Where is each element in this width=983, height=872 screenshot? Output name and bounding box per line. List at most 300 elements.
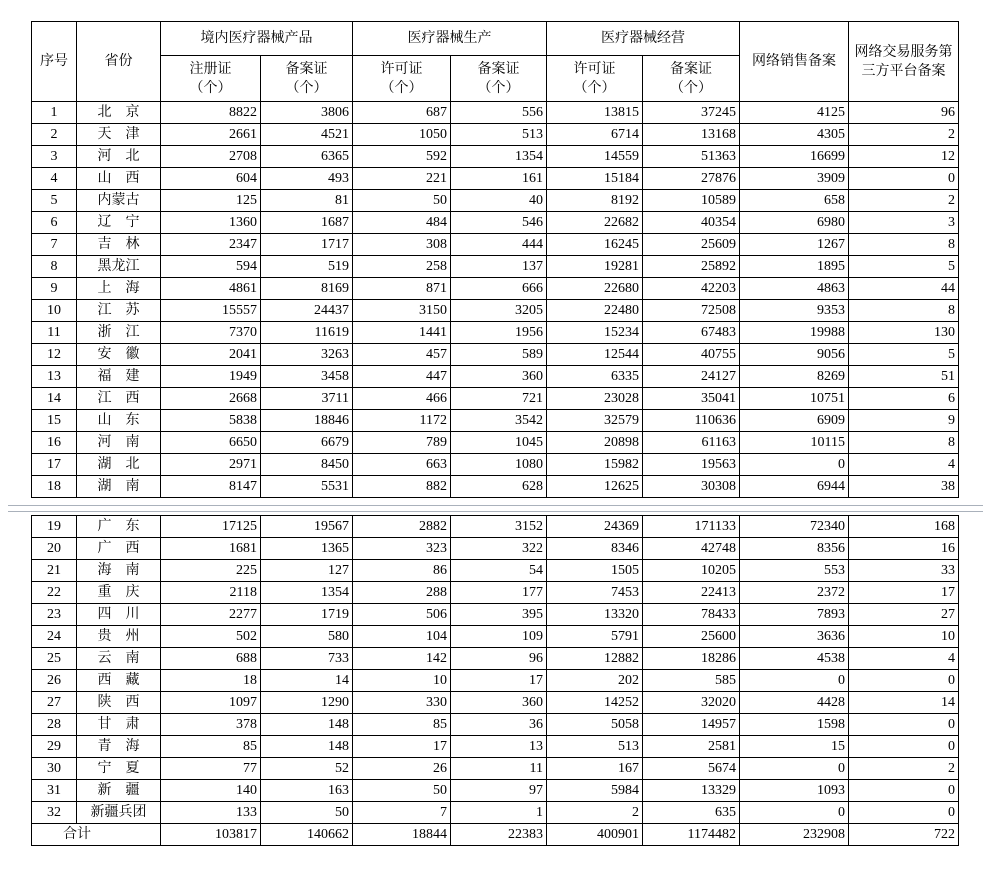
table-row (32, 560, 959, 582)
row-value: 1080 (451, 454, 547, 476)
row-value: 9056 (740, 344, 849, 366)
row-value: 36 (451, 714, 547, 736)
row-value: 161 (451, 168, 547, 190)
row-value: 25600 (643, 626, 740, 648)
header-product-registration: 注册证（个） (161, 56, 261, 102)
row-value: 3263 (261, 344, 353, 366)
table-row (32, 344, 959, 366)
row-province: 湖 北 (77, 454, 161, 476)
header-business-license: 许可证（个） (547, 56, 643, 102)
row-value: 2 (547, 802, 643, 824)
header-business-filing: 备案证（个） (643, 56, 740, 102)
row-value: 1354 (451, 146, 547, 168)
row-value: 628 (451, 476, 547, 498)
data-table-part1 (31, 21, 959, 498)
row-value: 0 (849, 168, 959, 190)
table-row (32, 476, 959, 498)
row-seq: 31 (32, 780, 77, 802)
row-seq: 22 (32, 582, 77, 604)
row-province: 湖 南 (77, 476, 161, 498)
row-value: 3542 (451, 410, 547, 432)
row-value: 171133 (643, 516, 740, 538)
table-row (32, 190, 959, 212)
row-value: 77 (161, 758, 261, 780)
row-value: 2708 (161, 146, 261, 168)
row-seq: 5 (32, 190, 77, 212)
row-value: 5838 (161, 410, 261, 432)
row-value: 140 (161, 780, 261, 802)
row-value: 7370 (161, 322, 261, 344)
row-value: 8192 (547, 190, 643, 212)
total-value: 1174482 (643, 824, 740, 846)
row-value: 17125 (161, 516, 261, 538)
header-business: 医疗器械经营 (547, 22, 740, 56)
row-province: 新疆兵团 (77, 802, 161, 824)
row-province: 江 苏 (77, 300, 161, 322)
row-value: 0 (740, 454, 849, 476)
row-value: 4863 (740, 278, 849, 300)
row-seq: 8 (32, 256, 77, 278)
header-production-filing: 备案证（个） (451, 56, 547, 102)
header-province: 省份 (77, 22, 161, 102)
row-seq: 16 (32, 432, 77, 454)
row-value: 96 (849, 102, 959, 124)
row-province: 青 海 (77, 736, 161, 758)
row-value: 19988 (740, 322, 849, 344)
row-seq: 7 (32, 234, 77, 256)
row-value: 457 (353, 344, 451, 366)
row-value: 2041 (161, 344, 261, 366)
row-value: 125 (161, 190, 261, 212)
row-value: 27876 (643, 168, 740, 190)
row-value: 81 (261, 190, 353, 212)
row-value: 4538 (740, 648, 849, 670)
row-value: 3909 (740, 168, 849, 190)
row-value: 8169 (261, 278, 353, 300)
table-row (32, 278, 959, 300)
row-value: 33 (849, 560, 959, 582)
row-value: 0 (849, 714, 959, 736)
total-value: 232908 (740, 824, 849, 846)
row-value: 130 (849, 322, 959, 344)
header-domestic-products: 境内医疗器械产品 (161, 22, 353, 56)
row-province: 北 京 (77, 102, 161, 124)
row-value: 322 (451, 538, 547, 560)
row-value: 4428 (740, 692, 849, 714)
row-value: 3636 (740, 626, 849, 648)
row-value: 2882 (353, 516, 451, 538)
row-province: 浙 江 (77, 322, 161, 344)
page-break-separator (8, 505, 983, 512)
row-value: 50 (353, 190, 451, 212)
row-value: 0 (849, 736, 959, 758)
row-value: 2661 (161, 124, 261, 146)
row-province: 甘 肃 (77, 714, 161, 736)
row-value: 1172 (353, 410, 451, 432)
table-row (32, 124, 959, 146)
row-seq: 3 (32, 146, 77, 168)
row-value: 78433 (643, 604, 740, 626)
table-row (32, 300, 959, 322)
row-value: 61163 (643, 432, 740, 454)
row-value: 15184 (547, 168, 643, 190)
table-row (32, 234, 959, 256)
row-value: 1949 (161, 366, 261, 388)
row-province: 广 西 (77, 538, 161, 560)
row-value: 168 (849, 516, 959, 538)
row-value: 0 (740, 670, 849, 692)
header-product-filing: 备案证（个） (261, 56, 353, 102)
row-value: 42203 (643, 278, 740, 300)
row-value: 3 (849, 212, 959, 234)
row-value: 5 (849, 256, 959, 278)
row-value: 1895 (740, 256, 849, 278)
row-value: 1093 (740, 780, 849, 802)
row-value: 493 (261, 168, 353, 190)
table-row (32, 538, 959, 560)
header-production: 医疗器械生产 (353, 22, 547, 56)
row-seq: 20 (32, 538, 77, 560)
row-value: 663 (353, 454, 451, 476)
row-seq: 13 (32, 366, 77, 388)
row-value: 1267 (740, 234, 849, 256)
row-value: 2668 (161, 388, 261, 410)
total-value: 400901 (547, 824, 643, 846)
row-value: 8 (849, 432, 959, 454)
row-value: 8 (849, 234, 959, 256)
row-value: 110636 (643, 410, 740, 432)
row-value: 6650 (161, 432, 261, 454)
row-value: 19281 (547, 256, 643, 278)
row-province: 天 津 (77, 124, 161, 146)
row-value: 50 (261, 802, 353, 824)
row-value: 14 (849, 692, 959, 714)
row-province: 西 藏 (77, 670, 161, 692)
row-value: 5984 (547, 780, 643, 802)
row-value: 2372 (740, 582, 849, 604)
row-seq: 21 (32, 560, 77, 582)
row-province: 新 疆 (77, 780, 161, 802)
row-value: 395 (451, 604, 547, 626)
row-seq: 18 (32, 476, 77, 498)
row-province: 广 东 (77, 516, 161, 538)
row-value: 5 (849, 344, 959, 366)
row-seq: 15 (32, 410, 77, 432)
row-value: 14957 (643, 714, 740, 736)
row-seq: 14 (32, 388, 77, 410)
row-value: 1050 (353, 124, 451, 146)
row-value: 24437 (261, 300, 353, 322)
row-value: 2347 (161, 234, 261, 256)
row-value: 13320 (547, 604, 643, 626)
row-value: 580 (261, 626, 353, 648)
row-value: 10 (849, 626, 959, 648)
row-value: 12 (849, 146, 959, 168)
row-province: 山 西 (77, 168, 161, 190)
row-value: 32579 (547, 410, 643, 432)
row-value: 40755 (643, 344, 740, 366)
row-value: 882 (353, 476, 451, 498)
row-value: 163 (261, 780, 353, 802)
row-value: 44 (849, 278, 959, 300)
total-value: 103817 (161, 824, 261, 846)
row-value: 6909 (740, 410, 849, 432)
row-value: 23028 (547, 388, 643, 410)
table-row (32, 670, 959, 692)
table-row (32, 146, 959, 168)
table-row (32, 102, 959, 124)
row-value: 594 (161, 256, 261, 278)
row-value: 6679 (261, 432, 353, 454)
header-online-sales: 网络销售备案 (740, 22, 849, 102)
row-value: 24369 (547, 516, 643, 538)
row-value: 3150 (353, 300, 451, 322)
row-value: 167 (547, 758, 643, 780)
row-value: 22413 (643, 582, 740, 604)
table-row (32, 604, 959, 626)
row-value: 8822 (161, 102, 261, 124)
row-value: 553 (740, 560, 849, 582)
row-value: 1598 (740, 714, 849, 736)
row-value: 1719 (261, 604, 353, 626)
row-value: 10751 (740, 388, 849, 410)
row-value: 148 (261, 736, 353, 758)
row-province: 河 北 (77, 146, 161, 168)
row-value: 1354 (261, 582, 353, 604)
row-value: 16699 (740, 146, 849, 168)
row-value: 19567 (261, 516, 353, 538)
total-label: 合计 (32, 824, 161, 846)
row-value: 8450 (261, 454, 353, 476)
row-value: 360 (451, 366, 547, 388)
row-value: 51363 (643, 146, 740, 168)
row-value: 556 (451, 102, 547, 124)
row-value: 871 (353, 278, 451, 300)
row-value: 22682 (547, 212, 643, 234)
row-value: 19563 (643, 454, 740, 476)
row-value: 24127 (643, 366, 740, 388)
row-province: 重 庆 (77, 582, 161, 604)
row-value: 0 (849, 780, 959, 802)
row-value: 6714 (547, 124, 643, 146)
row-value: 1681 (161, 538, 261, 560)
row-value: 14252 (547, 692, 643, 714)
row-value: 1 (451, 802, 547, 824)
row-seq: 6 (32, 212, 77, 234)
row-value: 72508 (643, 300, 740, 322)
row-value: 447 (353, 366, 451, 388)
row-value: 22680 (547, 278, 643, 300)
row-value: 3152 (451, 516, 547, 538)
row-value: 2 (849, 190, 959, 212)
row-value: 513 (451, 124, 547, 146)
table-row (32, 736, 959, 758)
row-value: 6335 (547, 366, 643, 388)
row-value: 20898 (547, 432, 643, 454)
row-value: 10589 (643, 190, 740, 212)
table-row (32, 212, 959, 234)
row-value: 8147 (161, 476, 261, 498)
row-value: 109 (451, 626, 547, 648)
row-seq: 23 (32, 604, 77, 626)
total-value: 18844 (353, 824, 451, 846)
row-value: 1045 (451, 432, 547, 454)
row-value: 13815 (547, 102, 643, 124)
table-row (32, 256, 959, 278)
row-seq: 1 (32, 102, 77, 124)
row-seq: 25 (32, 648, 77, 670)
row-value: 27 (849, 604, 959, 626)
table-row (32, 410, 959, 432)
header-production-license: 许可证（个） (353, 56, 451, 102)
row-value: 17 (849, 582, 959, 604)
row-value: 666 (451, 278, 547, 300)
row-value: 8356 (740, 538, 849, 560)
row-value: 0 (740, 802, 849, 824)
row-value: 1360 (161, 212, 261, 234)
row-value: 137 (451, 256, 547, 278)
table-row (32, 714, 959, 736)
row-value: 37245 (643, 102, 740, 124)
row-value: 0 (849, 802, 959, 824)
table-row (32, 802, 959, 824)
row-value: 14559 (547, 146, 643, 168)
row-value: 1717 (261, 234, 353, 256)
row-value: 72340 (740, 516, 849, 538)
row-province: 四 川 (77, 604, 161, 626)
row-value: 1505 (547, 560, 643, 582)
table-row (32, 648, 959, 670)
row-value: 10115 (740, 432, 849, 454)
row-value: 589 (451, 344, 547, 366)
row-value: 15982 (547, 454, 643, 476)
row-value: 3711 (261, 388, 353, 410)
table-row (32, 582, 959, 604)
row-value: 513 (547, 736, 643, 758)
row-value: 288 (353, 582, 451, 604)
row-value: 7453 (547, 582, 643, 604)
table-row (32, 626, 959, 648)
row-value: 330 (353, 692, 451, 714)
row-province: 山 东 (77, 410, 161, 432)
row-value: 604 (161, 168, 261, 190)
row-value: 2971 (161, 454, 261, 476)
row-province: 海 南 (77, 560, 161, 582)
row-value: 6944 (740, 476, 849, 498)
row-seq: 17 (32, 454, 77, 476)
row-value: 2581 (643, 736, 740, 758)
row-value: 38 (849, 476, 959, 498)
row-province: 云 南 (77, 648, 161, 670)
row-value: 444 (451, 234, 547, 256)
row-value: 13 (451, 736, 547, 758)
row-value: 4861 (161, 278, 261, 300)
row-seq: 12 (32, 344, 77, 366)
row-province: 贵 州 (77, 626, 161, 648)
table-row (32, 168, 959, 190)
row-value: 18286 (643, 648, 740, 670)
row-value: 733 (261, 648, 353, 670)
row-value: 1441 (353, 322, 451, 344)
row-value: 15557 (161, 300, 261, 322)
row-value: 14 (261, 670, 353, 692)
row-value: 308 (353, 234, 451, 256)
row-value: 4125 (740, 102, 849, 124)
row-value: 35041 (643, 388, 740, 410)
row-value: 15 (740, 736, 849, 758)
row-value: 1097 (161, 692, 261, 714)
row-value: 11 (451, 758, 547, 780)
row-value: 3458 (261, 366, 353, 388)
header-third-party-platform: 网络交易服务第三方平台备案 (849, 22, 959, 102)
row-value: 9353 (740, 300, 849, 322)
row-value: 10 (353, 670, 451, 692)
table-row (32, 388, 959, 410)
row-value: 2277 (161, 604, 261, 626)
row-value: 11619 (261, 322, 353, 344)
table-row (32, 780, 959, 802)
row-value: 7893 (740, 604, 849, 626)
row-value: 6365 (261, 146, 353, 168)
data-table-part2 (31, 515, 959, 846)
row-value: 221 (353, 168, 451, 190)
row-value: 42748 (643, 538, 740, 560)
row-value: 26 (353, 758, 451, 780)
row-value: 592 (353, 146, 451, 168)
row-value: 9 (849, 410, 959, 432)
row-value: 13329 (643, 780, 740, 802)
row-value: 258 (353, 256, 451, 278)
row-value: 148 (261, 714, 353, 736)
total-row (32, 824, 959, 846)
row-seq: 24 (32, 626, 77, 648)
row-value: 12625 (547, 476, 643, 498)
row-seq: 11 (32, 322, 77, 344)
row-value: 40 (451, 190, 547, 212)
row-value: 466 (353, 388, 451, 410)
row-value: 8346 (547, 538, 643, 560)
row-value: 225 (161, 560, 261, 582)
row-value: 127 (261, 560, 353, 582)
row-value: 202 (547, 670, 643, 692)
row-province: 安 徽 (77, 344, 161, 366)
row-value: 51 (849, 366, 959, 388)
row-value: 16 (849, 538, 959, 560)
row-value: 546 (451, 212, 547, 234)
row-value: 25892 (643, 256, 740, 278)
total-value: 22383 (451, 824, 547, 846)
row-value: 8269 (740, 366, 849, 388)
table-row (32, 758, 959, 780)
row-value: 8 (849, 300, 959, 322)
row-value: 378 (161, 714, 261, 736)
row-value: 17 (451, 670, 547, 692)
row-province: 辽 宁 (77, 212, 161, 234)
row-value: 0 (849, 670, 959, 692)
row-value: 12882 (547, 648, 643, 670)
row-value: 2 (849, 124, 959, 146)
row-seq: 27 (32, 692, 77, 714)
row-seq: 32 (32, 802, 77, 824)
row-value: 50 (353, 780, 451, 802)
row-value: 25609 (643, 234, 740, 256)
row-value: 133 (161, 802, 261, 824)
row-province: 江 西 (77, 388, 161, 410)
row-value: 5674 (643, 758, 740, 780)
row-value: 519 (261, 256, 353, 278)
row-value: 2 (849, 758, 959, 780)
row-value: 1290 (261, 692, 353, 714)
